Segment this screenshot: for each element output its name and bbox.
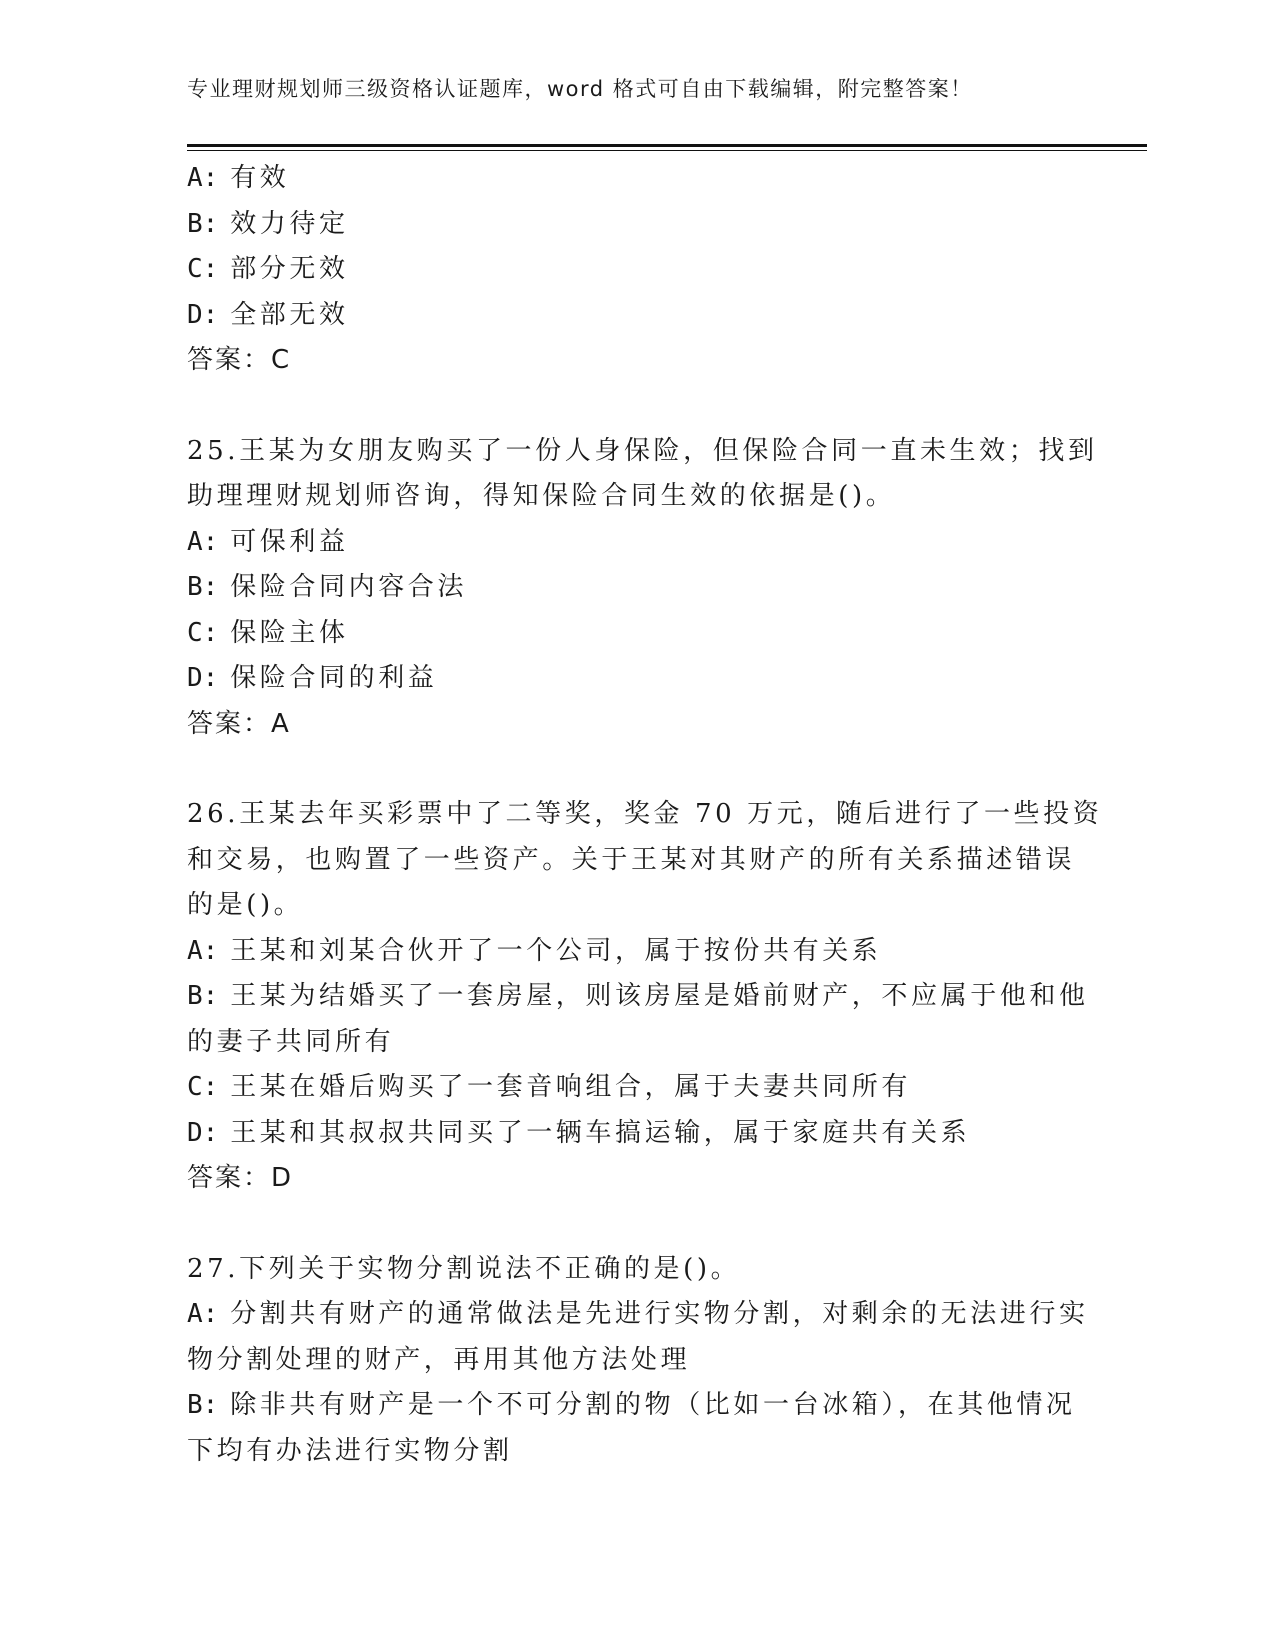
question-gap	[187, 1202, 1087, 1247]
option-label: B:	[187, 572, 219, 602]
option-text: 效力待定	[230, 208, 349, 239]
option-line	[187, 247, 1087, 293]
question-list	[187, 156, 1103, 1474]
option-line	[187, 565, 1087, 611]
option-text: 除非共有财产是一个不可分割的物（比如一台冰箱），在其他情况	[230, 1390, 1076, 1420]
question-block	[187, 156, 1087, 384]
question-stem-line: 和交易，也购置了一些资产。关于王某对其财产的所有关系描述错误	[187, 844, 1076, 875]
option-label: D:	[187, 1117, 219, 1148]
option-line	[187, 1065, 1087, 1111]
option-line	[187, 202, 1087, 248]
option-text: 王某为结婚买了一套房屋，则该房屋是婚前财产，不应属于他和他	[230, 981, 1089, 1011]
page-header: 专业理财规划师三级资格认证题库，word 格式可自由下载编辑，附完整答案！	[187, 77, 973, 101]
option-text: 有效	[230, 163, 290, 193]
option-label: A:	[187, 1299, 219, 1329]
question-block	[187, 1202, 1087, 1475]
option-label: C:	[187, 254, 219, 284]
option-line	[187, 1338, 1087, 1384]
question-block	[187, 747, 1103, 1202]
answer-line: 答案：A	[187, 708, 291, 739]
option-label: C:	[187, 1072, 219, 1102]
option-text: 部分无效	[230, 254, 349, 284]
option-line	[187, 156, 1087, 202]
option-label: D:	[187, 299, 219, 330]
option-text: 王某和刘某合伙开了一个公司，属于按份共有关系	[230, 935, 882, 966]
option-text: 可保利益	[230, 526, 349, 557]
option-line	[187, 611, 1087, 657]
question-gap	[187, 384, 1087, 429]
header-rule-thick	[187, 144, 1147, 147]
option-label: B:	[187, 981, 219, 1011]
question-stem-line: 的是()。	[187, 890, 304, 920]
option-label: C:	[187, 617, 219, 648]
option-line	[187, 929, 1087, 975]
option-text: 的妻子共同所有	[187, 1026, 395, 1057]
option-label: B:	[187, 208, 219, 239]
option-text: 保险合同的利益	[230, 663, 438, 693]
option-line	[187, 974, 1087, 1020]
option-line	[187, 1383, 1087, 1429]
question-stem-line: 26.王某去年买彩票中了二等奖，奖金 70 万元，随后进行了一些投资	[187, 799, 1103, 829]
option-line	[187, 1020, 1087, 1066]
option-label: D:	[187, 663, 219, 693]
option-text: 下均有办法进行实物分割	[187, 1435, 513, 1466]
option-label: A:	[187, 935, 219, 966]
question-stem-line: 25.王某为女朋友购买了一份人身保险，但保险合同一直未生效；找到	[187, 435, 1098, 466]
option-label: A:	[187, 526, 219, 557]
option-line	[187, 1429, 1087, 1475]
option-line	[187, 1292, 1087, 1338]
option-line	[187, 520, 1087, 566]
question-stem-line: 助理理财规划师咨询，得知保险合同生效的依据是()。	[187, 481, 896, 511]
option-text: 分割共有财产的通常做法是先进行实物分割，对剩余的无法进行实	[230, 1299, 1089, 1329]
answer-line: 答案：C	[187, 345, 292, 375]
option-text: 物分割处理的财产，再用其他方法处理	[187, 1344, 691, 1375]
option-text: 王某在婚后购买了一套音响组合，属于夫妻共同所有	[230, 1072, 911, 1102]
question-gap	[187, 747, 1087, 792]
option-line	[187, 293, 1087, 339]
option-text: 保险合同内容合法	[230, 572, 467, 602]
question-stem-line: 27.下列关于实物分割说法不正确的是()。	[187, 1253, 741, 1284]
header-rule-thin	[187, 150, 1147, 151]
option-text: 王某和其叔叔共同买了一辆车搞运输，属于家庭共有关系	[230, 1117, 971, 1148]
question-block	[187, 384, 1098, 748]
option-text: 全部无效	[230, 299, 349, 330]
option-line	[187, 1111, 1087, 1157]
option-line	[187, 656, 1087, 702]
option-label: B:	[187, 1390, 219, 1420]
option-label: A:	[187, 163, 219, 193]
option-text: 保险主体	[230, 617, 349, 648]
answer-line: 答案：D	[187, 1163, 294, 1193]
